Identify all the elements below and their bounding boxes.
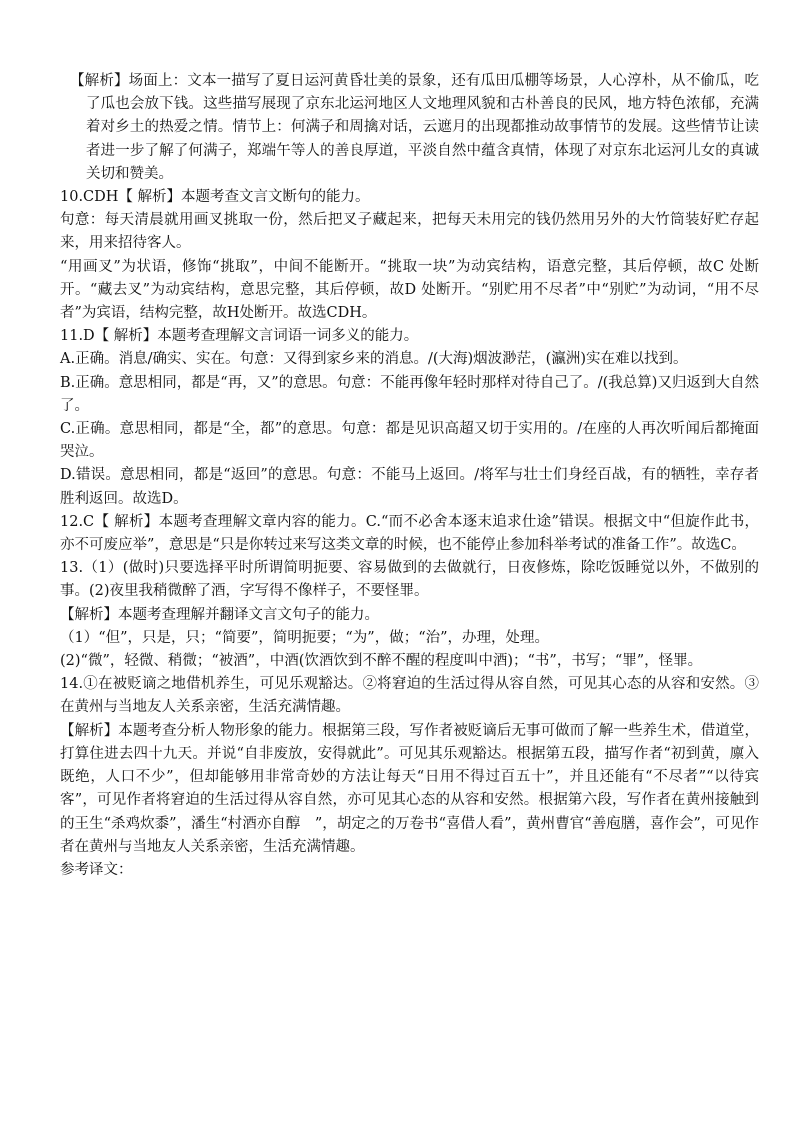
q10-explanation: “用画叉”为状语，修饰“挑取”，中间不能断开。“挑取一块”为动宾结构，语意完整，其后停顿，故C 处断开。“藏去叉”为动宾结构，意思完整，其后停顿，故D 处断开。“别贮用不尽者”中“别贮”为动词，“用不尽者”为宾语，结构完整，故H处断开。故选CDH。: [60, 258, 759, 322]
q13-answer: 13.（1）(做时)只要选择平时所谓简明扼要、容易做到的去做就行，日夜修炼，除吃饭睡觉以外，不做别的事。(2)夜里我稍微醉了酒，字写得不像样子，不要怪罪。: [60, 560, 759, 600]
q11-option-a: A.正确。消息/确实、实在。句意：又得到家乡来的消息。/(大海)烟波渺茫，(瀛洲)实在难以找到。: [60, 351, 688, 368]
q13-analysis-1: （1）“但”，只是，只；“简要”，简明扼要；“为”，做；“治”，办理，处理。: [60, 629, 550, 646]
analysis-q9: 【解析】场面上：文本一描写了夏日运河黄昏壮美的景象，还有瓜田瓜棚等场景，人心淳朴，从不偷瓜，吃了瓜也会放下钱。这些描写展现了京东北运河地区人文地理风貌和古朴善良的民风，地方特色浓郁，充满着对乡土的热爱之情。情节上：何满子和周擒对话，云遮月的出现都推动故事情节的发展。这些情节让读者进一步了解了何满子，郑端午等人的善良厚道，平淡自然中蕴含真情，体现了对京东北运河儿女的真诚关切和赞美。: [70, 73, 759, 182]
q13-analysis-2: (2)“微”，轻微、稍微；“被酒”，中酒(饮酒饮到不醉不醒的程度叫中酒)；“书”，书写；“罪”，怪罪。: [60, 653, 703, 670]
q11-option-d: D.错误。意思相同，都是“返回”的意思。句意：不能马上返回。/将军与壮士们身经百战，有的牺牲，幸存者胜利返回。故选D。: [60, 467, 759, 507]
q12-answer: 12.C【 解析】本题考查理解文章内容的能力。C.“而不必舍本逐末追求仕途”错误。根据文中“但旋作此书，亦不可废应举”，意思是“只是你转过来写这类文章的时候，也不能停止参加科举考试的准备工作”。故选C。: [60, 513, 759, 554]
q14-analysis: 【解析】本题考查分析人物形象的能力。根据第三段，写作者被贬谪后无事可做而了解一些养生术，借道堂，打算住进去四十九天。并说“自非废放，安得就此”。可见其乐观豁达。根据第五段，描写作者“初到黄，廪入既绝，人口不少”，但却能够用非常奇妙的方法让每天“日用不得过百五十”，并且还能有“不尽者”“以待宾客”，可见作者将窘迫的生活过得从容自然，亦可见其心态的从容和安然。根据第六段，写作者在黄州接触到的王生“杀鸡炊黍”，潘生“村酒亦自醇 ”，胡定之的万卷书“喜借人看”，黄州曹官“善庖膳，喜作会”，可见作者在黄州与当地友人关系亲密，生活充满情趣。: [60, 722, 759, 855]
q11-answer: 11.D【 解析】本题考查理解文言词语一词多义的能力。: [60, 328, 419, 345]
q10-sentence-meaning: 句意：每天清晨就用画叉挑取一份，然后把叉子藏起来，把每天未用完的钱仍然用另外的大竹筒装好贮存起来，用来招待客人。: [60, 212, 759, 252]
q13-analysis-heading: 【解析】本题考查理解并翻译文言文句子的能力。: [60, 606, 379, 623]
q11-option-b: B.正确。意思相同，都是“再，又”的意思。句意：不能再像年轻时那样对待自己了。/(我总算)又归返到大自然了。: [60, 374, 759, 414]
reference-translation-heading: 参考译文：: [60, 861, 133, 878]
q14-answer: 14.①在被贬谪之地借机养生，可见乐观豁达。②将窘迫的生活过得从容自然，可见其心态的从容和安然。③在黄州与当地友人关系亲密，生活充满情趣。: [60, 676, 759, 716]
q11-option-c: C.正确。意思相同，都是“全，都”的意思。句意：都是见识高超又切于实用的。/在座的人再次听闻后都掩面哭泣。: [60, 421, 759, 461]
q10-answer: 10.CDH【 解析】本题考查文言文断句的能力。: [60, 189, 370, 206]
